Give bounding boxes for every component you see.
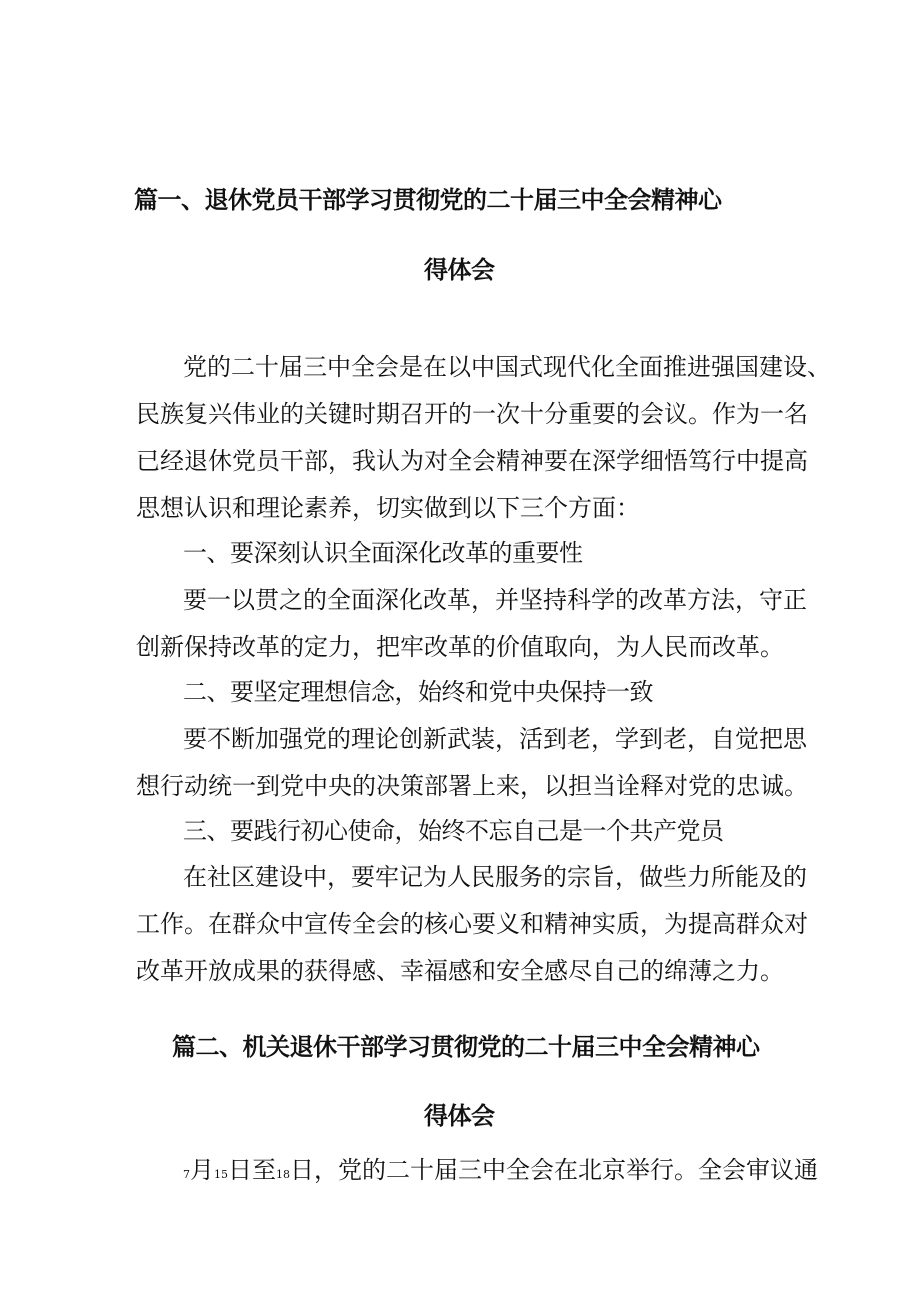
article1-intro-line: 民族复兴伟业的关键时期召开的一次十分重要的会议。作为一名 xyxy=(136,400,808,428)
section-body-line: 要一以贯之的全面深化改革，并坚持科学的改革方法，守正 xyxy=(183,586,807,614)
month-number: 7 xyxy=(183,1168,190,1181)
article1-intro-line: 思想认识和理论素养，切实做到以下三个方面： xyxy=(136,494,640,522)
section-body-line: 改革开放成果的获得感、幸福感和安全感尽自己的绵薄之力。 xyxy=(136,957,784,985)
section-heading: 一、要深刻认识全面深化改革的重要性 xyxy=(183,539,583,567)
article1-title-line1: 篇一、退休党员干部学习贯彻党的二十届三中全会精神心 xyxy=(134,186,722,214)
article1-intro-line: 党的二十届三中全会是在以中国式现代化全面推进强国建设、 xyxy=(183,353,831,381)
article2-title-line1: 篇二、机关退休干部学习贯彻党的二十届三中全会精神心 xyxy=(172,1033,760,1061)
start-day-number: 15 xyxy=(214,1168,228,1181)
intro-text: 日至 xyxy=(228,1156,276,1184)
article1-intro-line: 已经退休党员干部，我认为对全会精神要在深学细悟笃行中提高 xyxy=(136,447,808,475)
section-heading: 二、要坚定理想信念，始终和党中央保持一致 xyxy=(183,678,653,706)
intro-text: 日，党的二十届三中全会在北京举行。全会审议通 xyxy=(290,1156,818,1184)
section-body-line: 想行动统一到党中央的决策部署上来，以担当诠释对党的忠诚。 xyxy=(136,772,808,800)
article2-title-line2: 得体会 xyxy=(424,1102,495,1130)
section-body-line: 工作。在群众中宣传全会的核心要义和精神实质，为提高群众对 xyxy=(136,910,808,938)
section-body-line: 创新保持改革的定力，把牢改革的价值取向，为人民而改革。 xyxy=(136,633,784,661)
end-day-number: 18 xyxy=(276,1168,290,1181)
intro-text: 月 xyxy=(190,1156,214,1184)
section-body-line: 要不断加强党的理论创新武装，活到老，学到老，自觉把思 xyxy=(183,725,807,753)
article1-title-line2: 得体会 xyxy=(424,256,495,284)
section-heading: 三、要践行初心使命，始终不忘自己是一个共产党员 xyxy=(183,817,724,845)
section-body-line: 在社区建设中，要牢记为人民服务的宗旨，做些力所能及的 xyxy=(183,863,807,891)
article2-intro-line xyxy=(183,1150,818,1185)
